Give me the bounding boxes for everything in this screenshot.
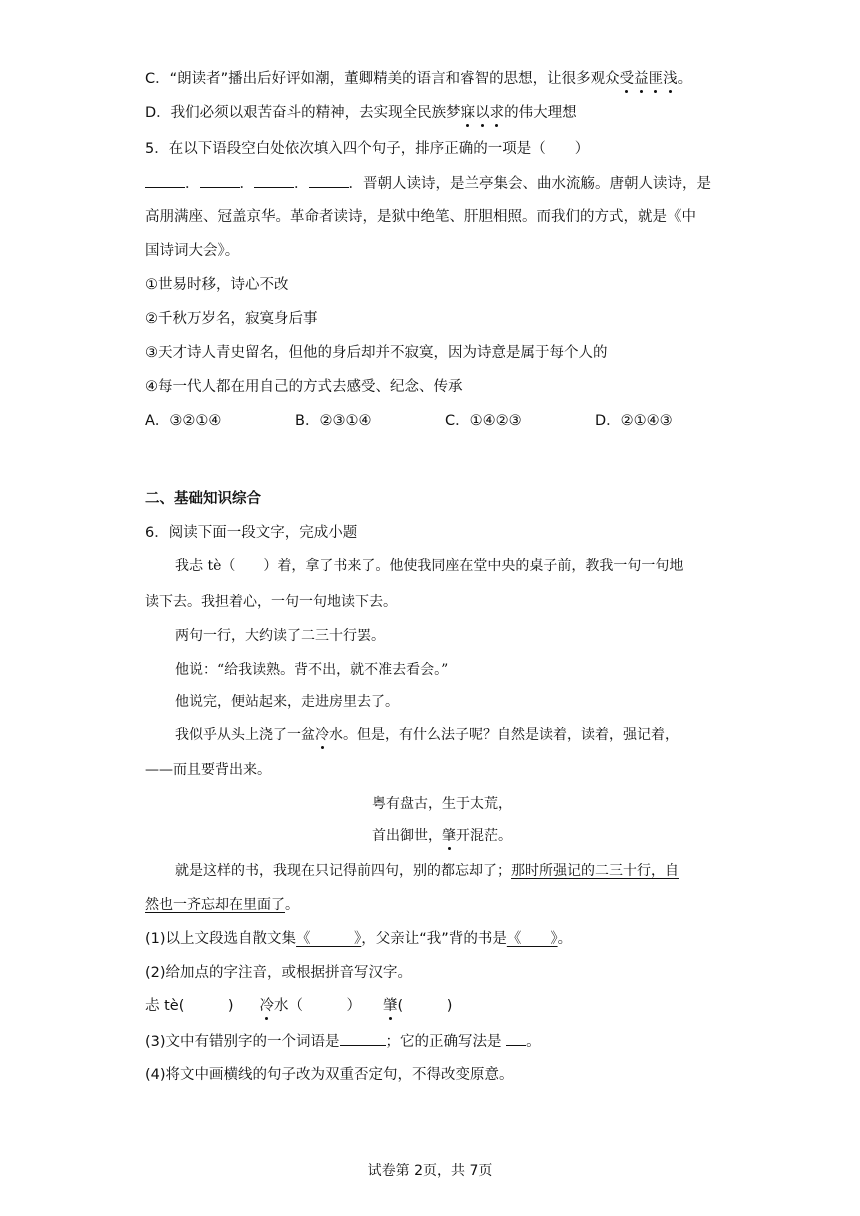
option-tail: 的伟大理想 xyxy=(504,105,577,121)
answer-blank[interactable] xyxy=(340,1031,386,1046)
punct: ． xyxy=(294,176,309,192)
answer-blank[interactable] xyxy=(506,1031,526,1046)
subq-text: (1)以上文段选自散文集 xyxy=(145,931,297,947)
dotted-char: 受 xyxy=(619,71,635,87)
answer-blank[interactable] xyxy=(254,173,294,188)
q5-item-1: ①世易时移，诗心不改 xyxy=(145,277,289,293)
punct: 。 xyxy=(526,1034,541,1050)
answer-blank[interactable]: 水（ ） xyxy=(274,998,362,1014)
q6-passage-p2: 两句一行，大约读了二三十行罢。 xyxy=(175,628,385,644)
subq-text: (3)文中有错别字的一个词语是 xyxy=(145,1034,340,1050)
answer-blank[interactable] xyxy=(200,173,240,188)
q6-passage-p6b xyxy=(145,895,299,915)
dotted-char: 肇 xyxy=(383,998,398,1014)
q5-option-b[interactable]: B．②③①④ xyxy=(295,413,372,429)
answer-blank[interactable]: 《 》 xyxy=(296,931,362,947)
q5-item-2: ②千秋万岁名，寂寞身后事 xyxy=(145,311,318,327)
q5-stem: 5．在以下语段空白处依次填入四个句子，排序正确的一项是（ ） xyxy=(145,141,590,157)
q6-passage-p1b: 读下去。我担着心，一句一句地读下去。 xyxy=(145,594,397,610)
q4-option-d xyxy=(145,103,577,123)
q4-option-d-text: D．我们必须以艰苦奋斗的精神，去实现全民族梦 xyxy=(145,105,461,121)
dotted-char: 冷 xyxy=(259,998,275,1014)
dotted-char: 以 xyxy=(475,105,490,121)
dotted-char: 冷 xyxy=(315,727,329,743)
dotted-char: 求 xyxy=(489,105,505,121)
answer-blank[interactable]: ( ) xyxy=(397,998,453,1014)
dotted-char: 肇 xyxy=(442,828,456,844)
poem-text: 开混茫。 xyxy=(456,828,512,844)
q5-passage-line2: 高朋满座、冠盖京华。革命者读诗，是狱中绝笔、肝胆相照。而我们的方式，就是《中 xyxy=(145,209,696,225)
page-footer: 试卷第 2页，共 7页 xyxy=(367,1163,493,1179)
answer-blank[interactable]: 《 》 xyxy=(506,931,558,947)
punct: 。 xyxy=(285,897,299,913)
q5-option-c[interactable]: C．①④②③ xyxy=(445,413,522,429)
q6-passage-p3: 他说：“给我读熟。背不出，就不准去看会。” xyxy=(175,662,449,678)
dotted-char: 匪 xyxy=(648,71,664,87)
poem-line-2 xyxy=(12,826,860,846)
poem-line-1: 粤有盘古，生于太荒， xyxy=(372,796,512,812)
underlined-sentence: 那时所强记的二三十行，自 xyxy=(511,863,679,879)
q5-option-d[interactable]: D．②①④③ xyxy=(595,413,673,429)
q6-passage-p5a xyxy=(175,725,679,745)
answer-blank[interactable] xyxy=(309,173,349,188)
dotted-char: 浅 xyxy=(663,71,678,87)
dotted-char: 益 xyxy=(634,71,649,87)
answer-blank[interactable] xyxy=(145,173,185,188)
q4-option-c xyxy=(145,69,692,89)
q6-passage-p4: 他说完，便站起来，走进房里去了。 xyxy=(175,694,399,710)
answer-blank[interactable]: 忐 tè( ) xyxy=(145,998,234,1014)
punct: ． xyxy=(185,176,200,192)
section-heading: 二、基础知识综合 xyxy=(145,491,261,507)
q5-option-a[interactable]: A．③②①④ xyxy=(145,413,222,429)
dotted-char: 寐 xyxy=(460,105,476,121)
q6-stem: 6．阅读下面一段文字，完成小题 xyxy=(145,525,358,541)
q5-item-4: ④每一代人都在用自己的方式去感受、纪念、传承 xyxy=(145,379,463,395)
q5-item-3: ③天才诗人青史留名，但他的身后却并不寂寞，因为诗意是属于每个人的 xyxy=(145,345,608,361)
q6-passage-p5b: ——而且要背出来。 xyxy=(145,762,271,778)
poem-text: 首出御世， xyxy=(372,828,442,844)
q6-sub2-items xyxy=(145,996,452,1016)
passage-text: 我似乎从头上浇了一盆 xyxy=(175,727,315,743)
q6-passage-p6a xyxy=(175,861,679,881)
punct: 。 xyxy=(677,71,693,87)
underlined-sentence: 然也一齐忘却在里面了 xyxy=(145,897,285,913)
punct: 。 xyxy=(557,931,573,947)
q6-sub4: (4)将文中画横线的句子改为双重否定句，不得改变原意。 xyxy=(145,1067,514,1083)
subq-text: ；它的正确写法是 xyxy=(385,1034,507,1050)
passage-text: ．晋朝人读诗，是兰亭集会、曲水流觞。唐朝人读诗，是 xyxy=(348,176,711,192)
q6-passage-p1a: 我忐 tè（ ）着，拿了书来了。他使我同座在堂中央的桌子前，教我一句一句地 xyxy=(175,558,684,574)
q6-sub2: (2)给加点的字注音，或根据拼音写汉字。 xyxy=(145,965,413,981)
passage-text: 水。但是，有什么法子呢？自然是读着，读着，强记着， xyxy=(329,727,679,743)
q5-passage-line1 xyxy=(145,173,711,194)
q6-sub3 xyxy=(145,1031,541,1052)
q4-option-c-text: C．“朗读者”播出后好评如潮，董卿精美的语言和睿智的思想，让很多观众 xyxy=(145,71,620,87)
subq-text: ，父亲让“我”背的书是 xyxy=(361,931,507,947)
passage-text: 就是这样的书，我现在只记得前四句，别的都忘却了； xyxy=(175,863,511,879)
q6-sub1 xyxy=(145,929,572,949)
punct: ． xyxy=(239,176,254,192)
q5-passage-line3: 国诗词大会》。 xyxy=(145,243,240,259)
